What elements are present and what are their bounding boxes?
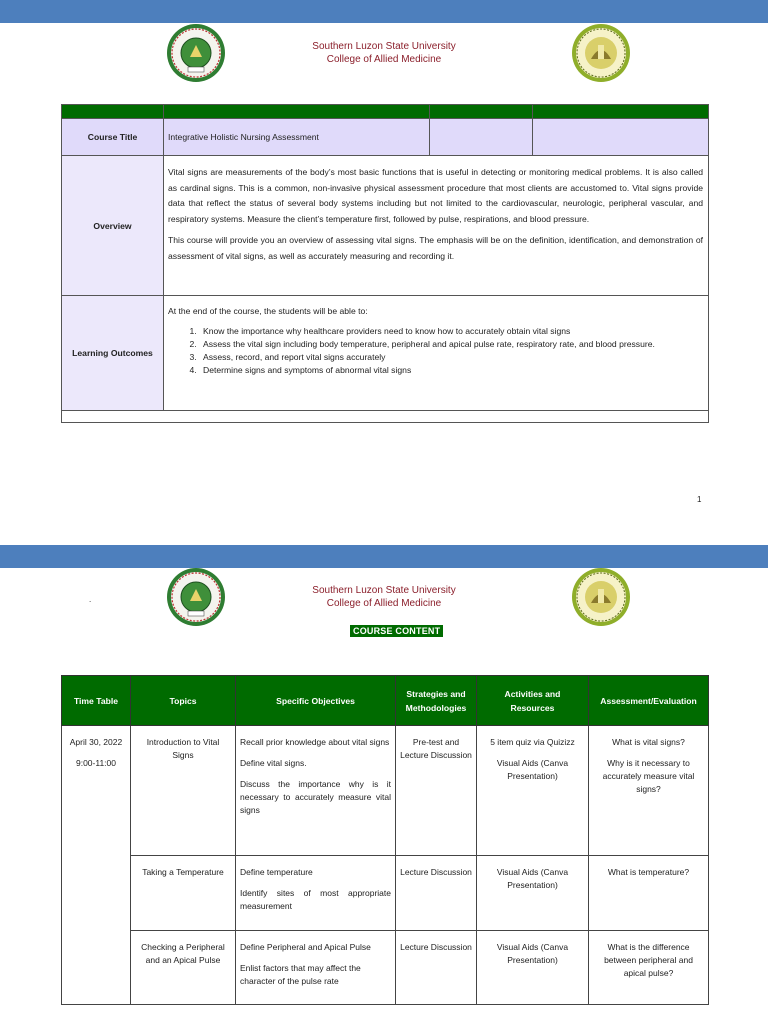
column-header: Strategies and Methodologies xyxy=(396,676,477,726)
outcome-item: 2. Assess the vital sign including body temperature, peripheral and apical pulse rate, respiratory rate, and blood pressure. xyxy=(199,338,703,351)
column-header: Specific Objectives xyxy=(236,676,396,726)
outcome-item: 1. Know the importance why healthcare providers need to know how to accurately obtain vital signs xyxy=(199,325,703,338)
assessment-cell xyxy=(589,726,709,856)
schedule-header-row xyxy=(62,676,709,726)
objective-item: Enlist factors that may affect the character of the pulse rate xyxy=(240,963,361,986)
assessment-item: What is vital signs? xyxy=(612,737,685,747)
outcomes-intro: At the end of the course, the students will be able to: xyxy=(168,306,368,316)
column-header: Time Table xyxy=(62,676,131,726)
table-row xyxy=(62,856,709,931)
assessment-item: Why is it necessary to accurately measure vital signs? xyxy=(602,758,695,794)
column-header: Activities and Resources xyxy=(477,676,589,726)
objectives-cell xyxy=(236,726,396,856)
strategies-cell: Lecture Discussion xyxy=(396,931,477,1005)
objectives-cell xyxy=(236,931,396,1005)
time-table-cell xyxy=(62,726,131,1005)
outcome-item: 3. Assess, record, and report vital signs accurately xyxy=(199,351,703,364)
page-number: 1 xyxy=(697,495,702,504)
objective-item: Recall prior knowledge about vital signs xyxy=(240,737,390,747)
activity-item: Visual Aids (Canva Presentation) xyxy=(496,758,569,781)
objective-item: Define vital signs. xyxy=(240,758,307,768)
outcome-item: 4. Determine signs and symptoms of abnormal vital signs xyxy=(199,364,703,377)
column-header: Assessment/Evaluation xyxy=(589,676,709,726)
objective-item: Identify sites of most appropriate measurement xyxy=(240,888,391,911)
overview-paragraph-2: This course will provide you an overview of assessing vital signs. The emphasis will be on the definition, identification, and demonstration of assessment of vital signs, as well as accurately measuring and recording it. xyxy=(168,235,703,261)
activities-cell xyxy=(477,856,589,931)
objectives-cell xyxy=(236,856,396,931)
table-row xyxy=(62,931,709,1005)
course-title-label: Course Title xyxy=(62,119,164,156)
strategies-cell: Lecture Discussion xyxy=(396,856,477,931)
assessment-item: What is temperature? xyxy=(607,867,690,877)
topic-cell: Taking a Temperature xyxy=(131,856,236,931)
activities-cell xyxy=(477,726,589,856)
objective-item: Define temperature xyxy=(240,867,313,877)
topic-cell: Checking a Peripheral and an Apical Pulse xyxy=(131,931,236,1005)
topic-cell: Introduction to Vital Signs xyxy=(131,726,236,856)
learning-outcomes-label: Learning Outcomes xyxy=(62,296,164,411)
page-2-university-name: Southern Luzon State University xyxy=(312,585,456,596)
assessment-cell xyxy=(589,931,709,1005)
column-header: Topics xyxy=(131,676,236,726)
activity-item: Visual Aids (Canva Presentation) xyxy=(496,867,569,890)
assessment-item: What is the difference between peripheral and apical pulse? xyxy=(604,942,693,978)
course-title-value: Integrative Holistic Nursing Assessment xyxy=(164,119,430,156)
page-2-college-name: College of Allied Medicine xyxy=(326,598,442,609)
page-1-college-name: College of Allied Medicine xyxy=(326,54,442,65)
schedule-date: April 30, 2022 xyxy=(69,737,123,747)
table-row xyxy=(62,726,709,856)
assessment-cell xyxy=(589,856,709,931)
college-allied-medicine-seal-icon xyxy=(571,567,631,627)
overview-paragraph-1: Vital signs are measurements of the body’s most basic functions that is useful in detecting or monitoring medical problems. It is also called as cardinal signs. This is a common, non-invasive physical assessment procedure that most clients are accustomed to. Vital signs provide data that reflect the status of several body systems including but not limited to the cardiovascular, neurologic, peripheral vascular, and respiratory systems. Measure the client’s temperature first, followed by pulse, respirations, and blood pressure. xyxy=(168,167,703,224)
page-1-university-name: Southern Luzon State University xyxy=(312,41,456,52)
overview-label: Overview xyxy=(62,156,164,296)
strategies-cell: Pre-test and Lecture Discussion xyxy=(396,726,477,856)
objective-item: Define Peripheral and Apical Pulse xyxy=(240,942,371,952)
activities-cell xyxy=(477,931,589,1005)
schedule-time: 9:00-11:00 xyxy=(75,758,116,768)
course-schedule-table xyxy=(61,675,709,1005)
course-content-label: COURSE CONTENT xyxy=(350,625,443,637)
stray-dot: . xyxy=(89,595,92,604)
activity-item: Visual Aids (Canva Presentation) xyxy=(496,942,569,965)
activity-item: 5 item quiz via Quizizz xyxy=(490,737,575,747)
page-2-top-band xyxy=(0,545,768,568)
objective-item: Discuss the importance why is it necessary to accurately measure vital signs xyxy=(240,779,391,815)
